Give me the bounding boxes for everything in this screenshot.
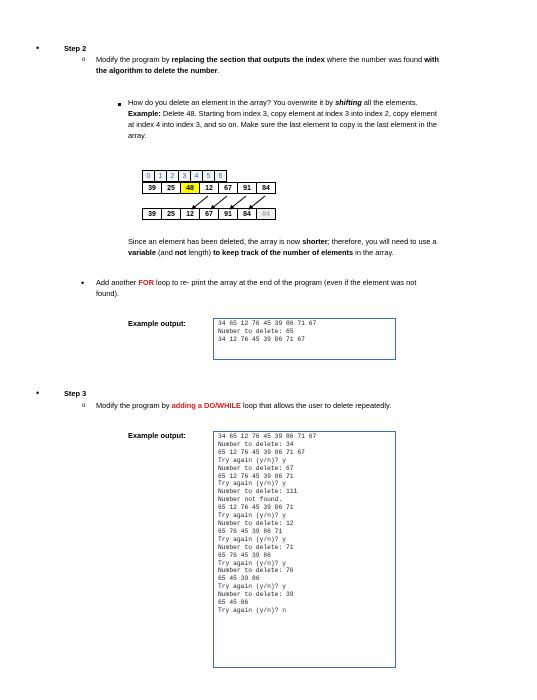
output-line: Number to delete: 111	[218, 488, 298, 496]
step3-example-label: Example output:	[128, 431, 186, 440]
step3-example-output-box	[213, 431, 396, 668]
array-cell: 12	[181, 209, 200, 220]
output-line: Number not found.	[218, 496, 283, 504]
step2-modify-text: Modify the program by replacing the section that outputs the index where the number was found with the algorithm to delete the number.	[96, 55, 439, 75]
step2-how-text: How do you delete an element in the array? You overwrite it by shifting all the elements. Example: Delete 48. Starting from index 3, copy element at index 3 into index 2, copy element at index 4 into index 3, and so on. Make sure the last element to copy is the last element in the array.	[128, 98, 437, 140]
step2-example-output-box	[213, 318, 396, 360]
output-line: 65 76 45 39 86	[218, 551, 271, 559]
output-line: Try again (y/n)? y	[218, 456, 287, 464]
bullet-dot: •	[81, 278, 85, 288]
array-cell: 91	[238, 183, 257, 194]
array-cell-stale: 84	[257, 209, 276, 220]
output-line: Number to delete: 76	[218, 567, 294, 575]
output-line: Try again (y/n)? y	[218, 535, 287, 543]
step2-example-label: Example output:	[128, 319, 186, 328]
output-line: 65 12 76 45 39 86 71	[218, 504, 294, 512]
output-line: Try again (y/n)? y	[218, 512, 287, 520]
output-line: 65 45 86	[218, 599, 249, 607]
output-line: Try again (y/n)? y	[218, 480, 287, 488]
output-line: 34 12 76 45 39 86 71 67	[218, 335, 305, 343]
array-index-row	[142, 170, 227, 182]
index-cell: 3	[179, 171, 191, 182]
output-line: 65 45 39 86	[218, 575, 260, 583]
array-before	[142, 182, 276, 194]
step3-title: Step 3	[64, 389, 87, 398]
index-cell: 0	[143, 171, 155, 182]
index-cell: 1	[155, 171, 167, 182]
output-line: 65 12 76 45 39 86 71 67	[218, 448, 305, 456]
step2-title: Step 2	[64, 44, 87, 53]
output-line: 65 12 76 45 39 86 71	[218, 472, 294, 480]
array-cell: 67	[200, 209, 219, 220]
sub-bullet-circle: o	[82, 403, 86, 409]
output-line: 34 65 12 76 45 39 86 71 67	[218, 320, 317, 327]
array-cell: 91	[219, 209, 238, 220]
index-cell: 2	[167, 171, 179, 182]
index-cell: 5	[203, 171, 215, 182]
array-cell: 67	[219, 183, 238, 194]
step2-since-text: Since an element has been deleted, the array is now shorter; therefore, you will need to use a variable (and not length) to keep track of the number of elements in the array.	[128, 237, 437, 257]
array-cell: 25	[162, 209, 181, 220]
output-line: Try again (y/n)? n	[218, 606, 287, 614]
output-line: Number to delete: 71	[218, 543, 294, 551]
square-bullet	[118, 103, 121, 106]
output-line: 34 65 12 76 45 39 86 71 67	[218, 433, 317, 440]
sub-bullet-circle: o	[82, 57, 86, 63]
output-line: Try again (y/n)? y	[218, 559, 287, 567]
array-cell: 12	[200, 183, 219, 194]
output-line: Number to delete: 39	[218, 591, 294, 599]
output-line: Number to delete: 67	[218, 464, 294, 472]
index-cell: 6	[215, 171, 227, 182]
output-line: Number to delete: 65	[218, 327, 294, 335]
index-cell: 4	[191, 171, 203, 182]
array-cell-highlighted: 48	[181, 183, 200, 194]
bullet-dot: •	[36, 388, 40, 398]
array-cell: 84	[238, 209, 257, 220]
array-cell: 84	[257, 183, 276, 194]
array-after	[142, 208, 276, 220]
array-cell: 25	[162, 183, 181, 194]
output-line: 65 76 45 39 86 71	[218, 527, 283, 535]
step3-modify-text: Modify the program by adding a DO/WHILE loop that allows the user to delete repeatedly.	[96, 401, 392, 410]
step2-add-text: Add another FOR loop to re- print the array at the end of the program (even if the element was not found).	[96, 278, 417, 298]
array-cell: 39	[143, 209, 162, 220]
output-line: Number to delete: 34	[218, 440, 294, 448]
array-cell: 39	[143, 183, 162, 194]
bullet-dot: •	[36, 43, 40, 53]
output-line: Try again (y/n)? y	[218, 583, 287, 591]
output-line: Number to delete: 12	[218, 519, 294, 527]
